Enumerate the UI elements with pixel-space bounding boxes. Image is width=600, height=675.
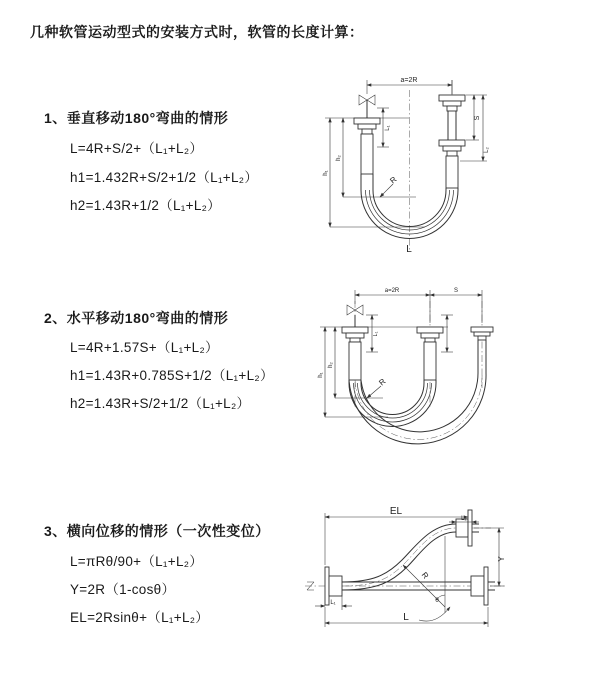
section-1-formula-1: L=4R+S/2+（L₁+L₂） xyxy=(70,141,204,156)
dim-h1 xyxy=(323,118,330,227)
dim-r-label: R xyxy=(388,174,399,186)
dim-l2-label: L₂ xyxy=(484,147,490,153)
dim-h2-label: h₂ xyxy=(328,362,334,368)
dim-l1 xyxy=(315,596,352,610)
valve-icon xyxy=(347,305,363,327)
section-2-formula-2: h1=1.43R+0.785S+1/2（L₁+L₂） xyxy=(70,368,274,383)
dim-l1 xyxy=(377,108,391,147)
section-2-heading: 2、水平移动180°弯曲的情形 xyxy=(44,310,229,326)
dim-l1 xyxy=(366,315,379,352)
braided-hose-section xyxy=(361,134,373,174)
dim-h1-label: h₁ xyxy=(323,170,329,176)
dim-a-2r xyxy=(355,288,482,323)
dim-l1-label: L₁ xyxy=(330,600,336,606)
right-flange xyxy=(471,567,488,605)
dim-middle-fitting xyxy=(441,315,453,352)
diagram-vertical-180-bend xyxy=(303,70,568,255)
right-upper-fitting xyxy=(439,80,465,140)
diagram-lateral-displacement xyxy=(303,503,588,653)
dim-l1-label: L₁ xyxy=(373,331,379,337)
dim-h1 xyxy=(318,327,325,417)
dim-el-label: EL xyxy=(389,506,403,517)
right-lower-fitting xyxy=(439,140,465,188)
braided-hose-section xyxy=(446,156,458,188)
left-fitting xyxy=(354,118,380,174)
dim-s xyxy=(430,288,482,295)
dim-l1-label: L₁ xyxy=(385,125,391,131)
dim-l2-label: L₂ xyxy=(461,516,467,522)
middle-fitting xyxy=(417,327,443,380)
dim-r xyxy=(367,377,388,398)
dim-r-label: R xyxy=(377,376,388,388)
dim-a-2r-label: a=2R xyxy=(384,288,400,294)
dim-l-label: L xyxy=(406,244,412,255)
dim-l xyxy=(325,607,488,627)
dim-l2 xyxy=(483,95,490,161)
left-fitting xyxy=(342,327,368,380)
section-3-formula-3: EL=2Rsinθ+（L₁+L₂） xyxy=(70,610,210,625)
dim-s-label: S xyxy=(474,115,481,121)
section-2-formula-3: h2=1.43R+S/2+1/2（L₁+L₂） xyxy=(70,396,251,411)
dim-h2-label: h₂ xyxy=(336,155,342,161)
section-1-formula-3: h2=1.43R+1/2（L₁+L₂） xyxy=(70,198,221,213)
section-2-formula-1: L=4R+1.57S+（L₁+L₂） xyxy=(70,340,219,355)
dim-h1-label: h₁ xyxy=(318,372,324,378)
section-1-formula-2: h1=1.432R+S/2+1/2（L₁+L₂） xyxy=(70,170,259,185)
valve-icon xyxy=(359,95,375,118)
section-3-formula-2: Y=2R（1-cosθ） xyxy=(70,582,176,597)
dim-y-label: Y xyxy=(497,556,506,562)
dim-a-2r-label: a=2R xyxy=(400,77,418,84)
dim-l-label: L xyxy=(403,612,409,623)
section-3-heading: 3、横向位移的情形（一次性变位） xyxy=(44,523,270,539)
section-1-heading: 1、垂直移动180°弯曲的情形 xyxy=(44,110,229,126)
dim-el xyxy=(325,506,468,565)
u-hose-displaced xyxy=(349,340,486,444)
braided-hose-section xyxy=(349,342,361,380)
braided-hose-section xyxy=(424,342,436,380)
dim-h2 xyxy=(336,118,343,197)
diagram-horizontal-180-bend xyxy=(298,283,588,458)
page-title: 几种软管运动型式的安装方式时，软管的长度计算： xyxy=(30,24,364,40)
dim-s-label: S xyxy=(453,288,459,294)
dim-h2 xyxy=(328,327,335,398)
right-fitting xyxy=(471,327,493,340)
dim-r xyxy=(380,175,399,197)
section-3-formula-1: L=πRθ/90+（L₁+L₂） xyxy=(70,554,204,569)
dim-theta-label: θ xyxy=(435,597,439,604)
s-curve-hose-displaced xyxy=(342,524,456,590)
dim-r-theta xyxy=(403,536,450,621)
dim-r-label: R xyxy=(419,570,431,581)
